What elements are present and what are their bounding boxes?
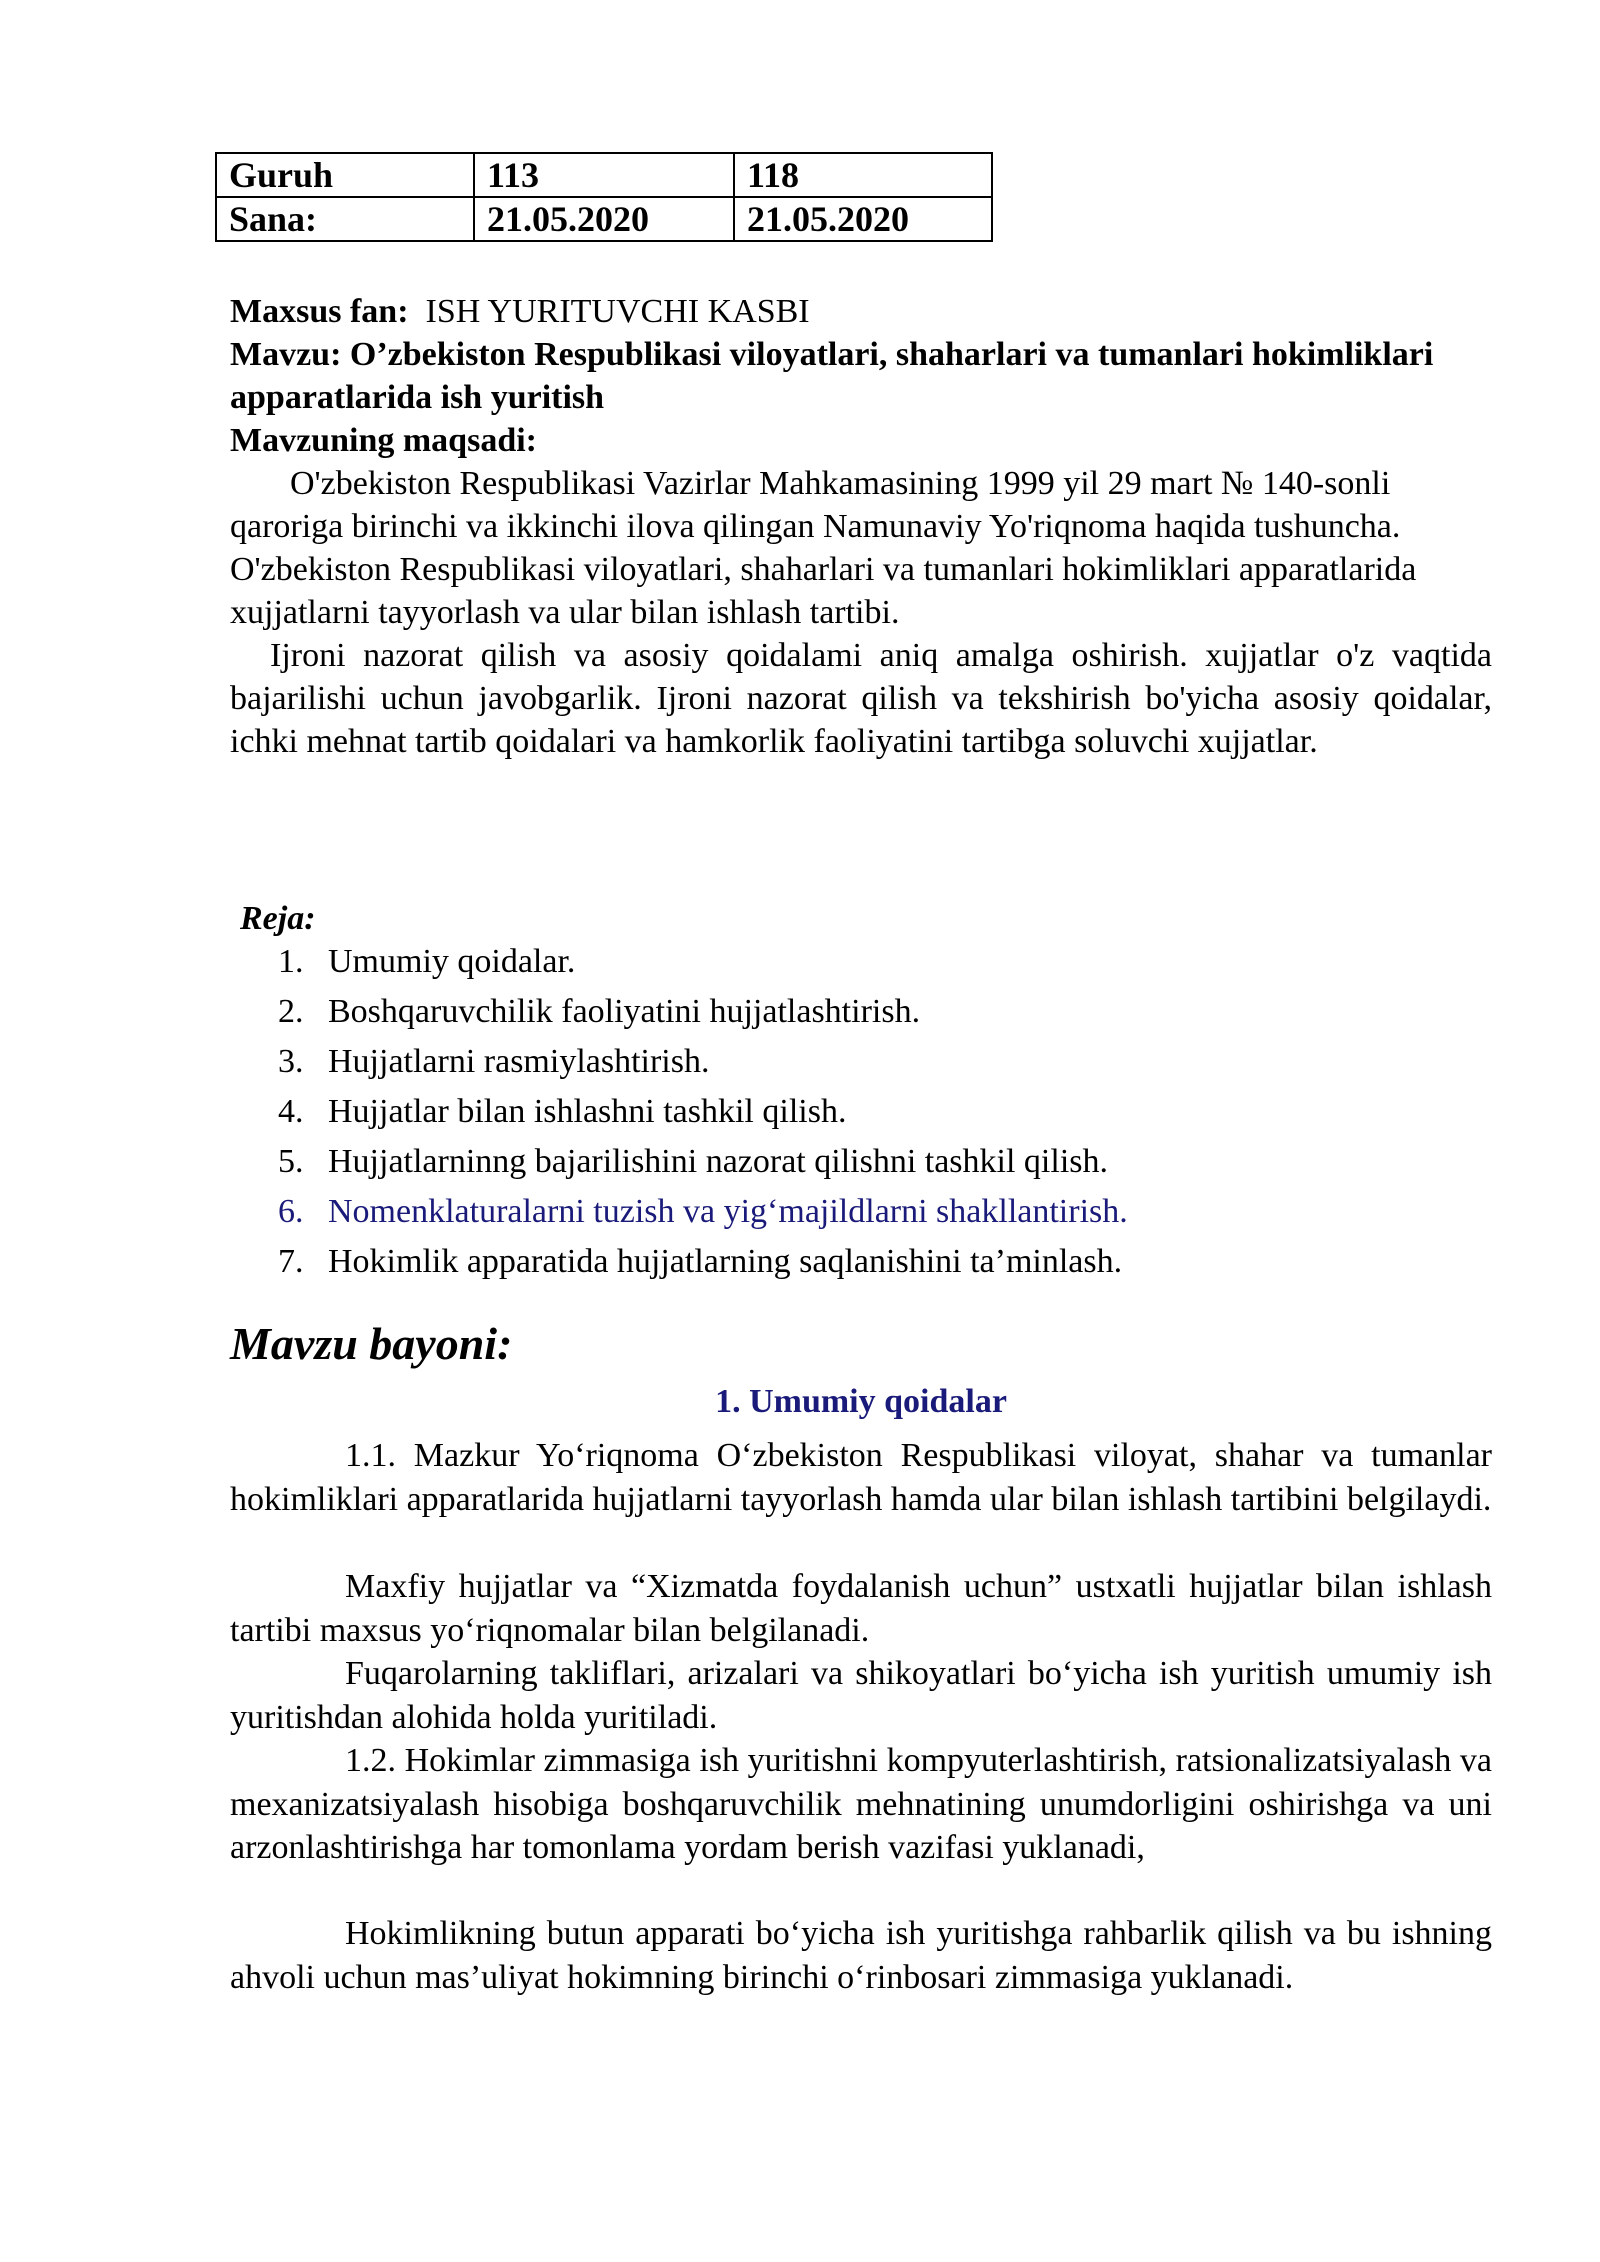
list-item-number: 1.: [278, 943, 304, 980]
list-item: [278, 1090, 1128, 1140]
table-cell: 118: [734, 153, 992, 197]
plan-title: Reja:: [240, 900, 316, 937]
list-item-text: Umumiy qoidalar.: [328, 943, 576, 980]
list-item-text: Hujjatlar bilan ishlashni tashkil qilish.: [328, 1093, 847, 1130]
table-row: [216, 153, 992, 197]
list-item: [278, 940, 1128, 990]
list-item-highlighted: [278, 1190, 1128, 1240]
subject-label: Maxsus fan:: [230, 293, 409, 330]
goal-paragraph: Ijroni nazorat qilish va asosiy qoidalami aniq amalga oshirish. xujjatlar o'z vaqtida bajarilishi uchun javobgarlik. Ijroni nazorat qilish va tekshirish bo'yicha asosiy qoidalar, ichki mehnat tartib qoidalari va hamkorlik faoliyatini tartibga soluvchi xujjatlar.: [230, 637, 1492, 760]
body-paragraph: Maxfiy hujjatlar va “Xizmatda foydalanish uchun” ustxatli hujjatlar bilan ishlash tartibi maxsus yo‘riqnomalar bilan belgilanadi.: [230, 1568, 1492, 1649]
plan-list: [278, 940, 1128, 1290]
list-item: [278, 1140, 1128, 1190]
list-item-number: 5.: [278, 1143, 304, 1180]
list-item-number: 7.: [278, 1243, 304, 1280]
topic-title: Mavzu: O’zbekiston Respublikasi viloyatlari, shaharlari va tumanlari hokimliklari apparatlarida ish yuritish: [230, 336, 1434, 416]
list-item-number: 6.: [278, 1193, 304, 1230]
list-item-number: 2.: [278, 993, 304, 1030]
list-item-text: Boshqaruvchilik faoliyatini hujjatlashtirish.: [328, 993, 921, 1030]
table-cell: Guruh: [216, 153, 474, 197]
group-date-table: [215, 152, 993, 242]
section-heading: Mavzu bayoni:: [230, 1318, 513, 1369]
body-paragraph: Hokimlikning butun apparati bo‘yicha ish yuritishga rahbarlik qilish va bu ishning ahvoli uchun mas’uliyat hokimning birinchi o‘rinbosari zimmasiga yuklanadi.: [230, 1915, 1492, 1996]
list-item-text: Hokimlik apparatida hujjatlarning saqlanishini ta’minlash.: [328, 1243, 1123, 1280]
list-item-number: 4.: [278, 1093, 304, 1130]
body-paragraph: 1.1. Mazkur Yo‘riqnoma O‘zbekiston Respublikasi viloyat, shahar va tumanlar hokimliklari apparatlarida hujjatlarni tayyorlash hamda ular bilan ishlash tartibini belgilaydi.: [230, 1437, 1492, 1518]
table-cell: Sana:: [216, 197, 474, 241]
list-item: [278, 1040, 1128, 1090]
subject-value: ISH YURITUVCHI KASBI: [425, 293, 810, 330]
list-item: [278, 990, 1128, 1040]
body-paragraph: 1.2. Hokimlar zimmasiga ish yuritishni kompyuterlashtirish, ratsionalizatsiyalash va mexanizatsiyalash hisobiga boshqaruvchilik mehnatining unumdorligini oshirishga va uni arzonlashtirishga har tomonlama yordam berish vazifasi yuklanadi,: [230, 1742, 1492, 1866]
body-paragraph: Fuqarolarning takliflari, arizalari va shikoyatlari bo‘yicha ish yuritish umumiy ish yuritishdan alohida holda yuritiladi.: [230, 1655, 1492, 1736]
list-item-text: Nomenklaturalarni tuzish va yig‘majildlarni shakllantirish.: [328, 1193, 1128, 1230]
section-subheading: 1. Umumiy qoidalar: [715, 1383, 1007, 1420]
list-item-text: Hujjatlarni rasmiylashtirish.: [328, 1043, 710, 1080]
table-cell: 21.05.2020: [474, 197, 734, 241]
subject-line: [230, 290, 1492, 333]
list-item-number: 3.: [278, 1043, 304, 1080]
goal-title: Mavzuning maqsadi:: [230, 422, 537, 459]
list-item-text: Hujjatlarninng bajarilishini nazorat qilishni tashkil qilish.: [328, 1143, 1108, 1180]
goal-paragraph: O'zbekiston Respublikasi Vazirlar Mahkamasining 1999 yil 29 mart № 140-sonli qaroriga birinchi va ikkinchi ilova qilingan Namunaviy Yo'riqnoma haqida tushuncha. O'zbekiston Respublikasi viloyatlari, shaharlari va tumanlari hokimliklari apparatlarida xujjatlarni tayyorlash va ular bilan ishlash tartibi.: [230, 465, 1417, 631]
table-cell: 21.05.2020: [734, 197, 992, 241]
table-cell: 113: [474, 153, 734, 197]
list-item: [278, 1240, 1128, 1290]
table-row: [216, 197, 992, 241]
